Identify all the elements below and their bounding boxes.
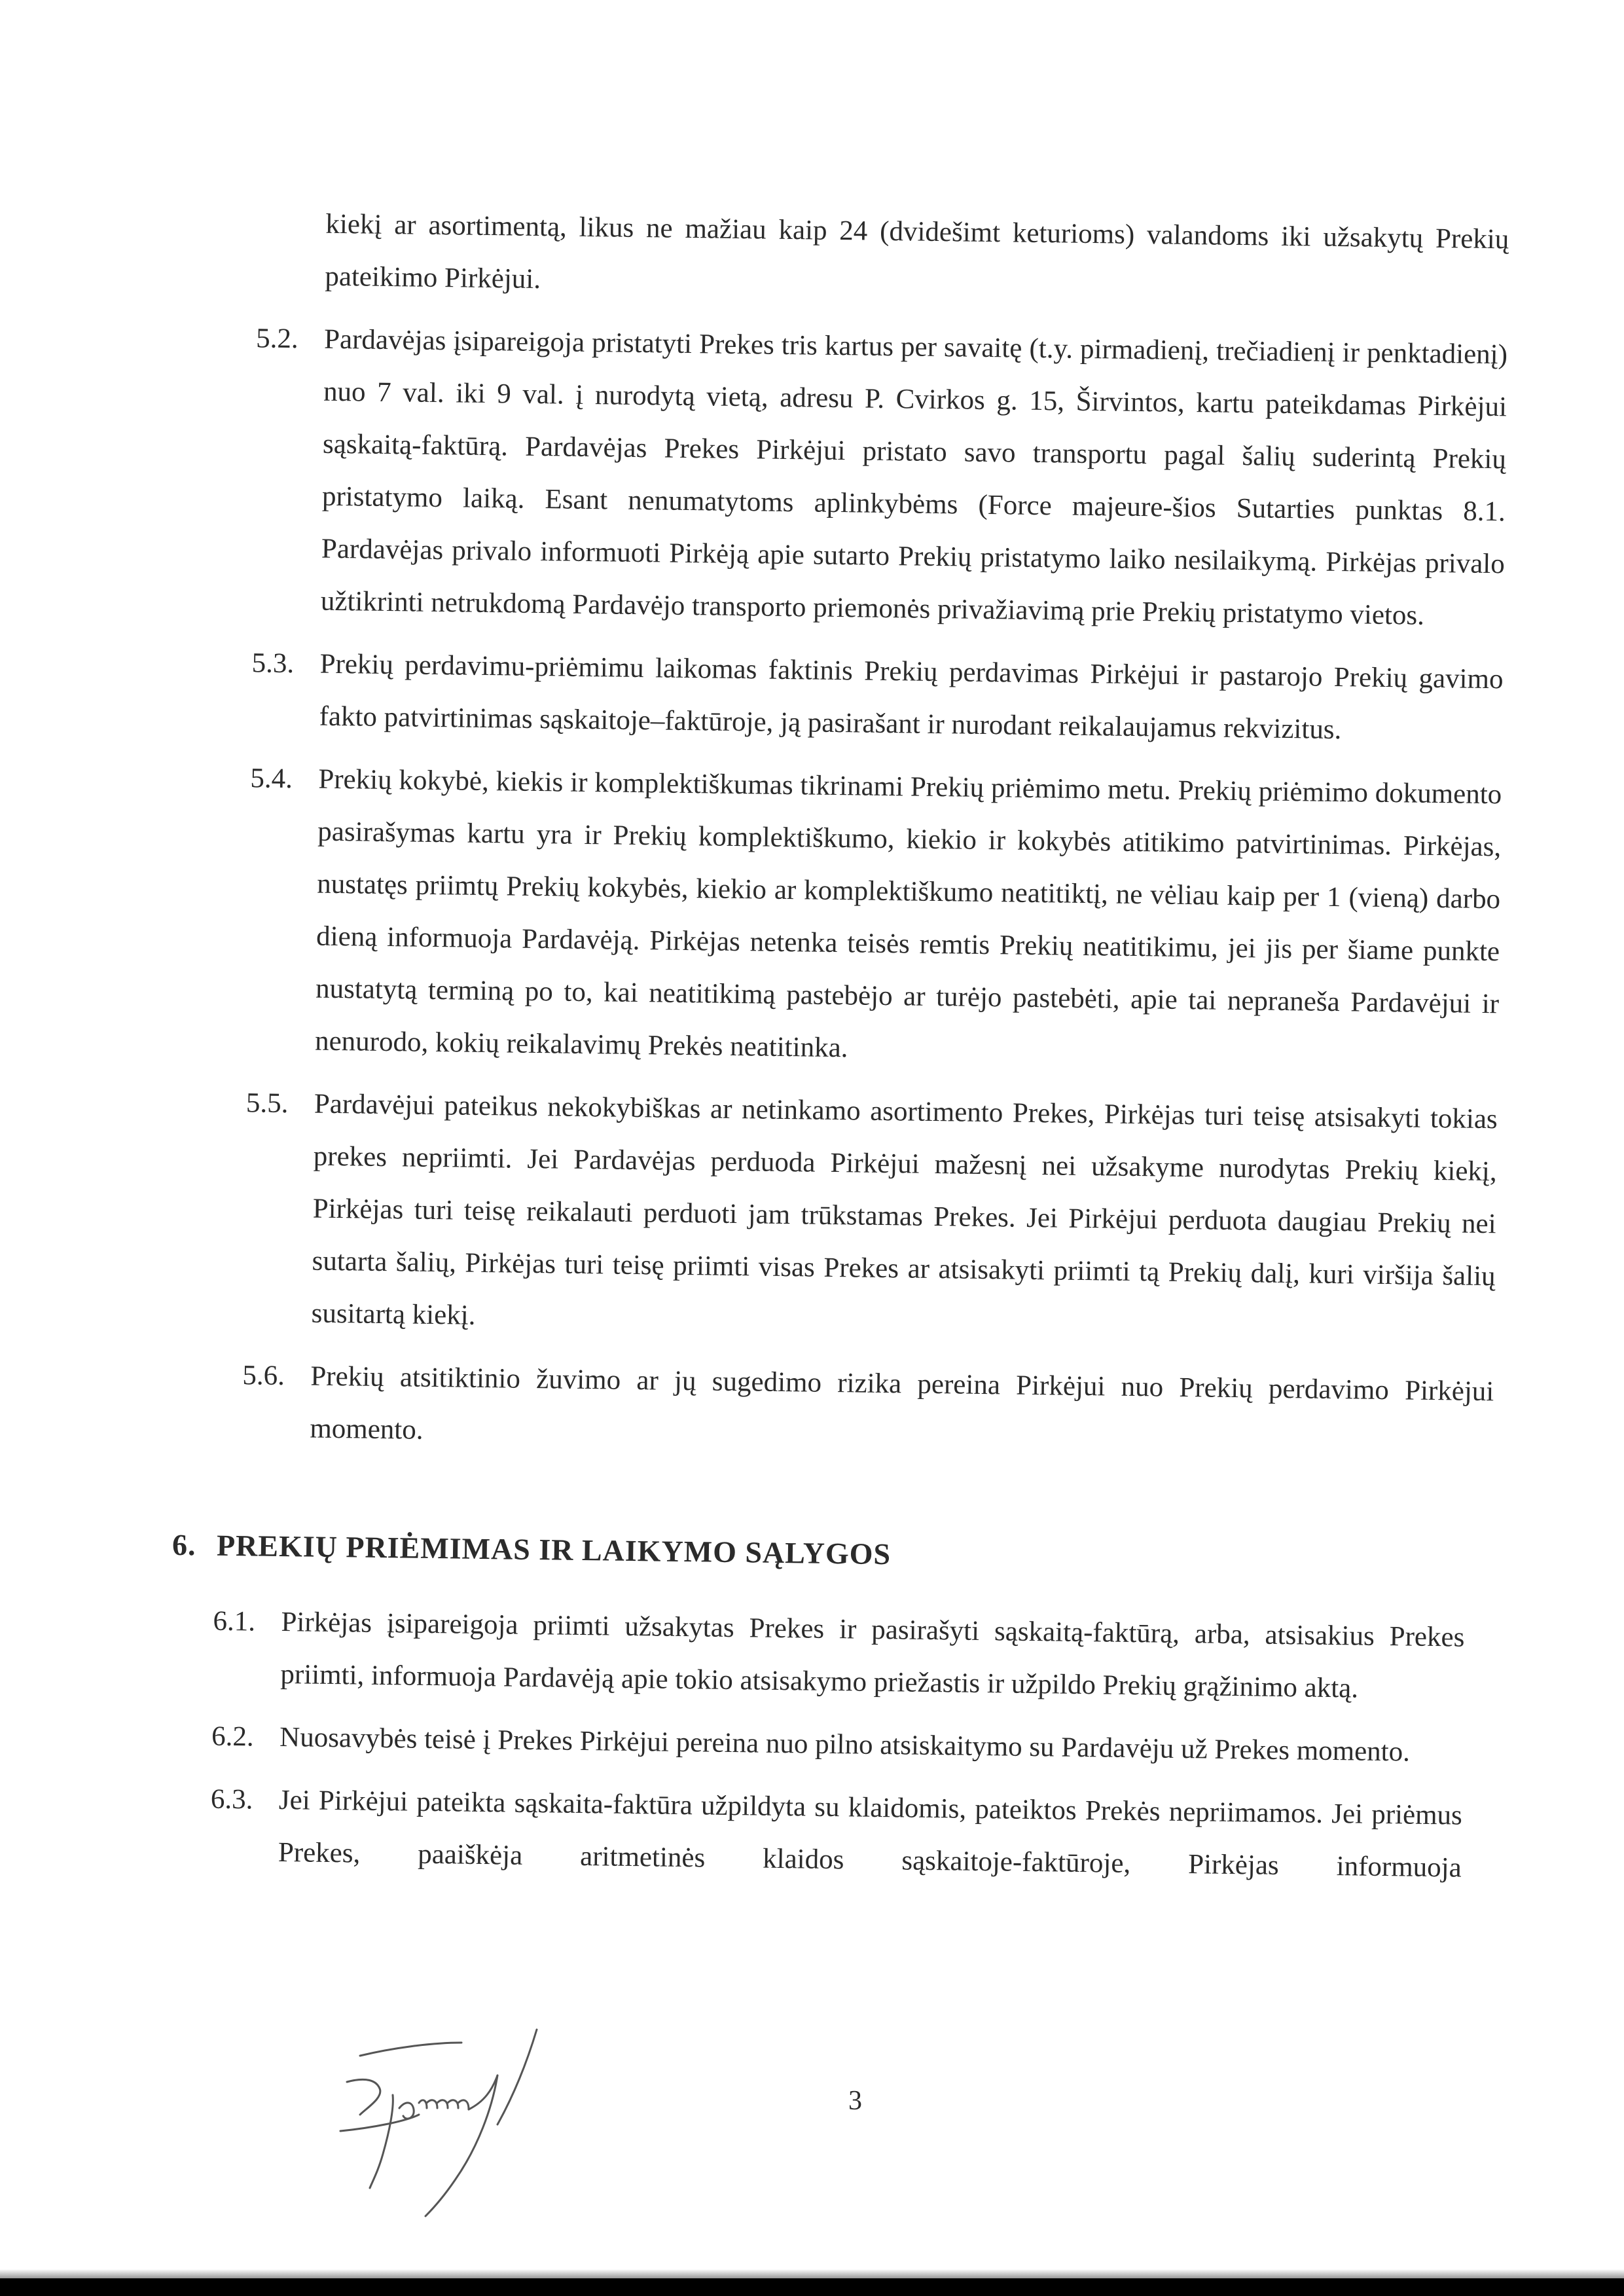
section-title: PREKIŲ PRIĖMIMAS IR LAIKYMO SĄLYGOS xyxy=(216,1528,892,1571)
clause-text: Jei Pirkėjui pateikta sąskaita-faktūra užpildyta su klaidomis, pateiktos Prekės nepriimamos. Jei priėmus Prekes, paaiškėja aritmetinės klaidos sąskaitoje-faktūroje, Pirkėjas informuoja xyxy=(278,1784,1463,1884)
clause-number: 5.6. xyxy=(242,1360,285,1392)
scan-shadow xyxy=(0,2269,1624,2278)
clause-5-2 xyxy=(252,312,1517,643)
clause-5-3 xyxy=(251,637,1513,758)
clause-text: Prekių atsitiktinio žuvimo ar jų sugedimo rizika pereina Pirkėjui nuo Prekių perdavimo Pirkėjui momento. xyxy=(310,1360,1494,1446)
clause-number: 5.5. xyxy=(245,1087,289,1120)
clause-text: Nuosavybės teisė į Prekes Pirkėjui pereina nuo pilno atsiskaitymo su Pardavėju už Prekes momento. xyxy=(279,1721,1411,1768)
clause-number: 5.4. xyxy=(250,763,293,795)
clause-number: 6.2. xyxy=(211,1721,255,1753)
section-number: 6. xyxy=(171,1527,196,1562)
clause-text: Prekių perdavimu-priėmimu laikomas faktinis Prekių perdavimas Pirkėjui ir pastarojo Prekių gavimo fakto patvirtinimas sąskaitoje–faktūroje, ją pasirašant ir nurodant reikalaujamus rekvizitus. xyxy=(319,648,1504,746)
clause-number: 5.3. xyxy=(251,647,295,680)
clause-text: Prekių kokybė, kiekis ir komplektiškumas tikrinami Prekių priėmimo metu. Prekių priėmimo dokumento pasirašymas kartu yra ir Prekių komplektiškumo, kiekio ir kokybės atitikimo patvirtinimas. Pirkėjas, nustatęs priimtų Prekių kokybės, kiekio ar komplektiškumo neatitiktį, ne vėliau kaip per 1 (vieną) darbo dieną informuoja Pardavėją. Pirkėjas netenka teisės remtis Prekių neatitikimu, jei jis per šiame punkte nustatytą terminą po to, kai neatitikimą pastebėjo ar turėjo pastebėti, apie tai nepraneša Pardavėjui ir nenurodo, kokių reikalavimų Prekės neatitinka. xyxy=(314,763,1502,1064)
clause-5-6 xyxy=(242,1349,1504,1470)
clause-text: Pirkėjas įsipareigoja priimti užsakytas Prekes ir pasirašyti sąskaitą-faktūrą, arba, atsisakius Prekes priimti, informuoja Pardavėją apie tokio atsisakymo priežastis ir užpildo Prekių grąžinimo aktą. xyxy=(280,1607,1465,1704)
document-body xyxy=(168,196,1518,1895)
clause-6-2 xyxy=(211,1711,1499,1780)
section-5-list xyxy=(242,312,1517,1470)
continued-paragraph: kiekį ar asortimentą, likus ne mažiau kaip 24 (dvidešimt keturioms) valandoms iki užsakytų Prekių pateikimo Pirkėjui. xyxy=(325,208,1509,295)
clause-6-3 xyxy=(209,1774,1498,1895)
clause-text: Pardavėjui pateikus nekokybiškas ar netinkamo asortimento Prekes, Pirkėjas turi teisę atsisakyti tokias prekes nepriimti. Jei Pardavėjas perduoda Pirkėjui mažesnį nei užsakyme nurodytas Prekių kiekį, Pirkėjas turi teisę reikalauti perduoti jam trūkstamas Prekes. Jei Pirkėjui perduota daugiau Prekių nei sutarta šalių, Pirkėjas turi teisę priimti visas Prekes ar atsisakyti priimti tą Prekių dalį, kuri viršija šalių susitartą kiekį. xyxy=(311,1088,1498,1331)
clause-number: 6.1. xyxy=(213,1605,256,1637)
section-6-heading xyxy=(172,1519,1502,1589)
scan-edge xyxy=(0,2278,1624,2296)
clause-number: 6.3. xyxy=(210,1783,253,1815)
clause-5-5 xyxy=(243,1077,1507,1355)
clause-6-1 xyxy=(212,1595,1500,1717)
clause-text: Pardavėjas įsipareigoja pristatyti Prekes tris kartus per savaitę (t.y. pirmadienį, trečiadienį ir penktadienį) nuo 7 val. iki 9 val. į nurodytą vietą, adresu P. Cvirkos g. 15, Širvintos, kartu pateikdamas Pirkėjui sąskaitą-faktūrą. Pardavėjas Prekes Pirkėjui pristato savo transportu pagal šalių suderintą Prekių pristatymo laiką. Esant nenumatytoms aplinkybėms (Force majeure-šios Sutarties punktas 8.1. Pardavėjas privalo informuoti Pirkėją apie sutarto Prekių pristatymo laiko nesilaikymą. Pirkėjas privalo užtikrinti netrukdomą Pardavėjo transporto priemonės privažiavimą prie Prekių pristatymo vietos. xyxy=(320,323,1508,631)
page-number: 3 xyxy=(848,2086,862,2116)
clause-number: 5.2. xyxy=(255,323,298,355)
section-6-list xyxy=(209,1595,1500,1895)
handwritten-signature xyxy=(321,2016,609,2239)
clause-5-4 xyxy=(247,752,1511,1083)
